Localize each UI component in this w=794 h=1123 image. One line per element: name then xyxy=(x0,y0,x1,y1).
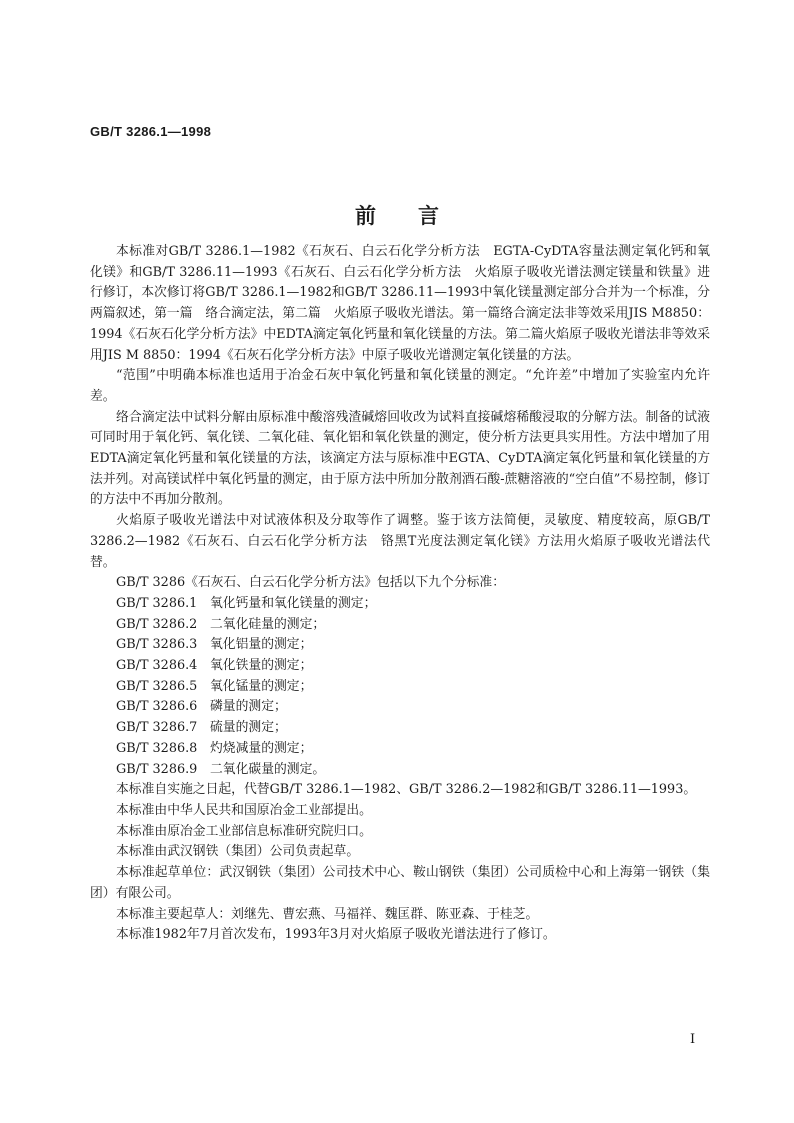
page-number: I xyxy=(690,1032,696,1047)
list-item xyxy=(90,697,710,718)
standard-code: GB/T 3286.1 xyxy=(116,595,198,611)
standard-code: GB/T 3286.9 xyxy=(116,761,198,777)
standard-title: 二氧化碳量的测定。 xyxy=(210,761,326,777)
paragraph-drafting-responsible: 本标准由武汉钢铁（集团）公司负责起草。 xyxy=(116,844,360,860)
list-item xyxy=(90,656,710,677)
standard-title: 灼烧减量的测定； xyxy=(210,740,313,756)
standard-code: GB/T 3286.3 xyxy=(116,637,198,653)
list-item xyxy=(90,677,710,698)
standard-title: 氧化锰量的测定； xyxy=(210,678,313,694)
paragraph-centralized-by: 本标准由原冶金工业部信息标准研究院归口。 xyxy=(116,823,372,839)
paragraph-revision-scope: 本标准对GB/T 3286.1—1982《石灰石、白云石化学分析方法 EGTA-CyDTA容量法测定氧化钙和氧化镁》和GB/T 3286.11—1993《石灰石、白云石化学分析方法 火焰原子吸收光谱法测定镁量和铁量》进行修订，本次修订将GB/T 3286.1—1982和GB/T 3286.11—1993中氧化镁量测定部分合并为一个标准，分两篇叙述，第一篇 络合滴定法，第二篇 火焰原子吸收光谱法。第一篇络合滴定法非等效采用JIS M8850：1994《石灰石化学分析方法》中EDTA滴定氧化钙量和氧化镁量的方法。第二篇火焰原子吸收光谱法非等效采用JIS M 8850：1994《石灰石化学分析方法》中原子吸收光谱测定氧化镁量的方法。 xyxy=(90,244,710,363)
list-item xyxy=(90,718,710,739)
standard-code: GB/T 3286.2 xyxy=(116,616,198,632)
list-item xyxy=(90,615,710,636)
paragraph-complexometric-changes: 络合滴定法中试料分解由原标准中酸溶残渣碱熔回收改为试料直接碱熔稀酸浸取的分解方法。制备的试液可同时用于氧化钙、氧化镁、二氧化硅、氧化铝和氧化铁量的测定，使分析方法更具实用性。方法中增加了用EDTA滴定氧化钙量和氧化镁量的方法，该滴定方法与原标准中EGTA、CyDTA滴定氧化钙量和氧化镁量的方法并列。对高镁试样中氧化钙量的测定，由于原方法中所加分散剂酒石酸-蔗糖溶液的“空白值”不易控制，修订的方法中不再加分散剂。 xyxy=(90,409,710,508)
standard-title: 氧化铝量的测定； xyxy=(210,637,313,653)
paragraph-sub-standards-intro: GB/T 3286《石灰石、白云石化学分析方法》包括以下九个分标准： xyxy=(116,575,506,591)
list-item xyxy=(90,635,710,656)
sub-standards-list xyxy=(90,594,710,780)
standard-code: GB/T 3286.5 xyxy=(116,678,198,694)
standard-code: GB/T 3286.6 xyxy=(116,699,198,715)
standard-title: 氧化钙量和氧化镁量的测定； xyxy=(210,595,377,611)
standard-title: 磷量的测定； xyxy=(210,699,287,715)
paragraph-scope-changes: “范围”中明确本标准也适用于冶金石灰中氧化钙量和氧化镁量的测定。“允许差”中增加了实验室内允许差。 xyxy=(90,368,710,404)
document-code: GB/T 3286.1—1998 xyxy=(90,124,212,139)
page-title: 前言 xyxy=(355,203,481,228)
standard-title: 硫量的测定； xyxy=(210,720,287,736)
paragraph-replacement-statement: 本标准自实施之日起，代替GB/T 3286.1—1982、GB/T 3286.2—1982和GB/T 3286.11—1993。 xyxy=(116,782,697,798)
paragraph-main-drafters: 本标准主要起草人：刘继先、曹宏燕、马福祥、魏匡群、陈亚森、于桂芝。 xyxy=(116,906,539,922)
paragraph-flame-aas-changes: 火焰原子吸收光谱法中对试液体积及分取等作了调整。鉴于该方法简便，灵敏度、精度较高，原GB/T 3286.2—1982《石灰石、白云石化学分析方法 铬黑T光度法测定氧化镁》方法用火焰原子吸收光谱法代替。 xyxy=(90,513,710,570)
paragraph-publication-history: 本标准1982年7月首次发布，1993年3月对火焰原子吸收光谱法进行了修订。 xyxy=(116,927,556,943)
standard-title: 氧化铁量的测定； xyxy=(210,658,313,674)
list-item xyxy=(90,760,710,781)
standard-code: GB/T 3286.7 xyxy=(116,720,198,736)
paragraph-proposer: 本标准由中华人民共和国原冶金工业部提出。 xyxy=(116,802,372,818)
standard-code: GB/T 3286.4 xyxy=(116,658,198,674)
list-item xyxy=(90,739,710,760)
list-item xyxy=(90,594,710,615)
standard-title: 二氧化硅量的测定； xyxy=(210,616,326,632)
foreword-body xyxy=(90,242,710,946)
paragraph-drafting-units: 本标准起草单位：武汉钢铁（集团）公司技术中心、鞍山钢铁（集团）公司质检中心和上海第一钢铁（集团）有限公司。 xyxy=(90,865,710,901)
standard-code: GB/T 3286.8 xyxy=(116,740,198,756)
